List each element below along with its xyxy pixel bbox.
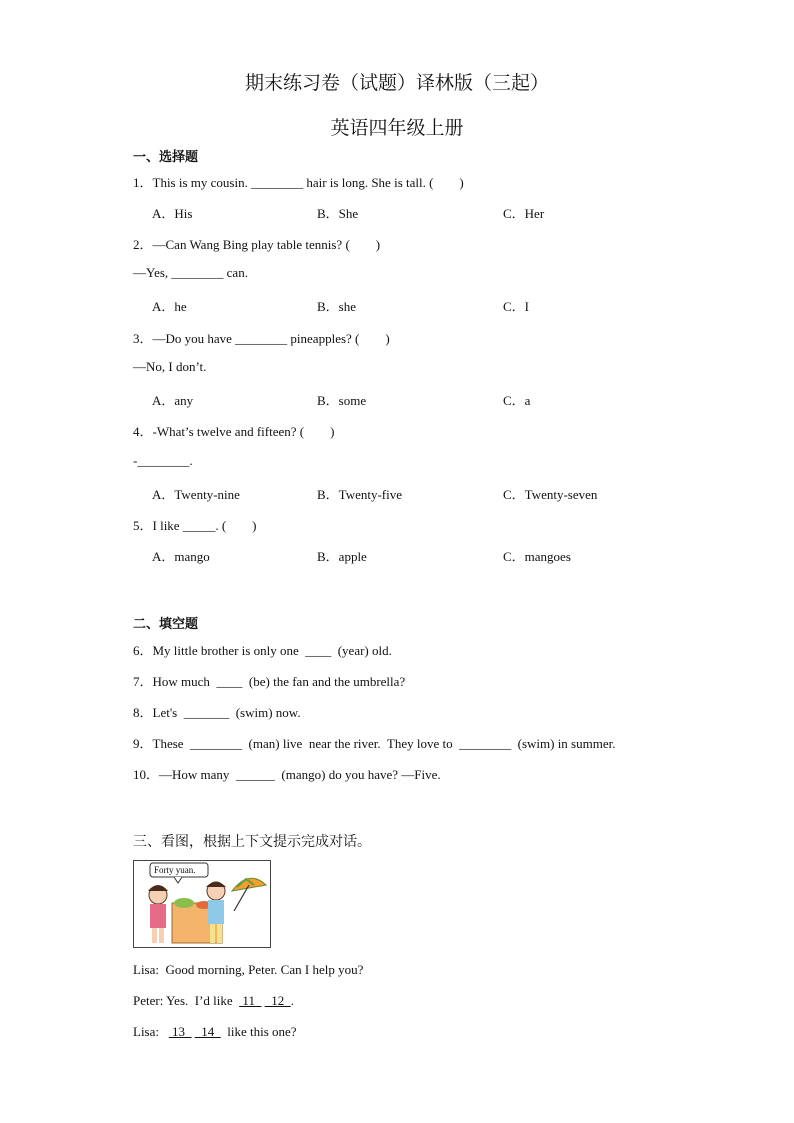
q2-option-c: C．I <box>503 299 530 314</box>
section-heading-fill: 二、填空题 <box>133 617 199 632</box>
question-8: 8．Let's _______ (swim) now. <box>133 705 301 720</box>
dialogue-line-3: Lisa: 13 14 like this one? <box>133 1024 297 1039</box>
question-2: 2．—Can Wang Bing play table tennis? ( ) <box>133 237 381 252</box>
page-title: 期末练习卷（试题）译林版（三起） <box>244 72 549 94</box>
q4-option-c: C．Twenty-seven <box>503 487 598 502</box>
question-3-reply: —No, I don’t. <box>133 359 207 374</box>
question-4: 4．-What’s twelve and fifteen? ( ) <box>133 424 335 439</box>
q2-option-b: B．she <box>317 299 357 314</box>
shop-illustration <box>133 860 271 948</box>
question-7: 7．How much ____ (be) the fan and the umbrella? <box>133 674 406 689</box>
q1-option-b: B．She <box>317 206 359 221</box>
q4-option-a: A．Twenty-nine <box>152 487 240 502</box>
question-3: 3．—Do you have ________ pineapples? ( ) <box>133 331 390 346</box>
q5-option-b: B．apple <box>317 549 367 564</box>
q3-option-a: A．any <box>152 393 194 408</box>
q3-option-b: B．some <box>317 393 367 408</box>
blank-14: 14 <box>194 1024 221 1039</box>
q4-option-b: B．Twenty-five <box>317 487 403 502</box>
dialogue-line-2: Peter: Yes. I’d like 11 12 . <box>133 993 294 1008</box>
q2-option-a: A．he <box>152 299 187 314</box>
q1-option-c: C．Her <box>503 206 545 221</box>
question-4-reply: -________. <box>133 453 193 468</box>
q5-option-c: C．mangoes <box>503 549 571 564</box>
q5-option-a: A．mango <box>152 549 210 564</box>
question-10: 10．—How many ______ (mango) do you have? —Five. <box>133 767 441 782</box>
q1-option-a: A．His <box>152 206 193 221</box>
page-subtitle: 英语四年级上册 <box>330 117 464 139</box>
question-1: 1．This is my cousin. ________ hair is long. She is tall. ( ) <box>133 175 464 190</box>
question-5: 5．I like _____. ( ) <box>133 518 257 533</box>
blank-11: 11 <box>239 993 262 1008</box>
question-9: 9．These ________ (man) live near the river. They love to ________ (swim) in summer. <box>133 736 616 751</box>
blank-13: 13 <box>168 1024 192 1039</box>
dialogue-line-1: Lisa: Good morning, Peter. Can I help you? <box>133 962 364 977</box>
section-heading-dialogue: 三、看图，根据上下文提示完成对话。 <box>133 834 371 850</box>
section-heading-choice: 一、选择题 <box>133 150 199 165</box>
question-6: 6．My little brother is only one ____ (year) old. <box>133 643 392 658</box>
q3-option-c: C．a <box>503 393 531 408</box>
blank-12: 12 <box>264 993 291 1008</box>
speech-bubble-text: Forty yuan. <box>154 865 196 875</box>
question-2-reply: —Yes, ________ can. <box>133 265 248 280</box>
